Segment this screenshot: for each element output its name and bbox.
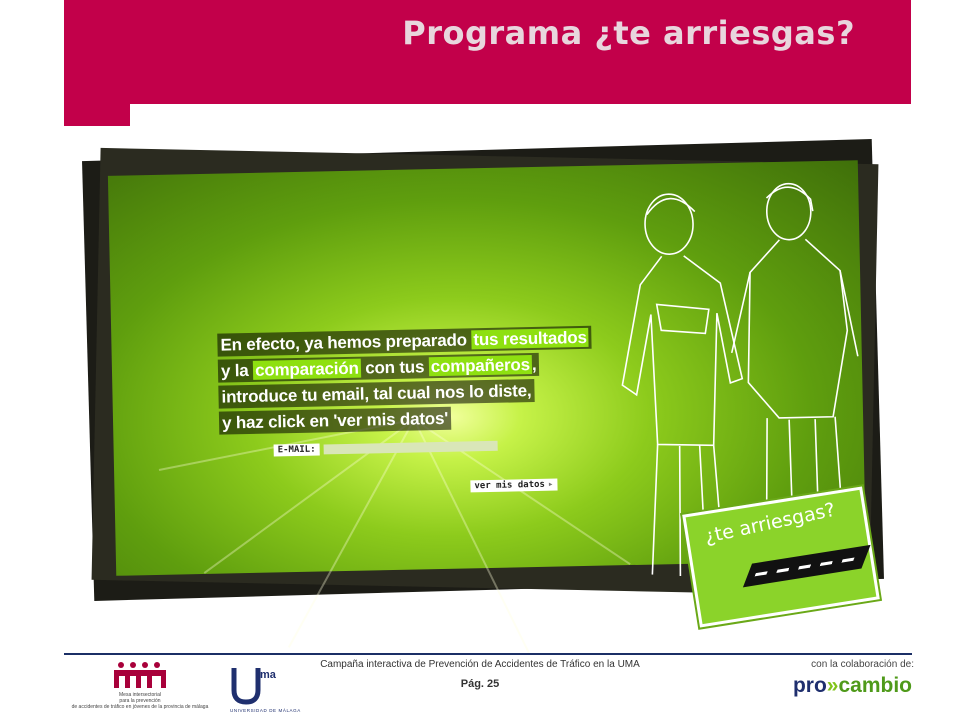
header-band (64, 0, 911, 126)
uma-logo-mark: ma (260, 669, 276, 681)
page-number: Pág. 25 (460, 678, 500, 690)
message-line-3: introduce tu email, tal cual nos lo diste, (218, 379, 534, 409)
message-line-1: En efecto, ya hemos preparado tus resultados (217, 326, 592, 357)
highlight-comparison: comparación (254, 358, 359, 380)
uma-logo-caption: UNIVERSIDAD DE MÁLAGA (230, 708, 301, 713)
ver-mis-datos-button[interactable]: ver mis datos ▸ (470, 479, 557, 493)
campaign-screenshot (70, 128, 890, 606)
mesa-logo-line-1: Mesa intersectorial (119, 692, 161, 698)
message-line-4: y haz click en 'ver mis datos' (219, 407, 451, 435)
mesa-logo-line-2: para la prevención (119, 698, 161, 704)
email-label: E-MAIL: (274, 444, 320, 457)
road-graphic (743, 545, 871, 587)
highlight-companions: compañeros (430, 355, 531, 377)
page-title: Programa ¿te arriesgas? (402, 14, 855, 52)
header-inner-strip (130, 104, 956, 126)
mesa-logo-line-3: de accidentes de tráfico en jóvenes de la provincia de málaga (71, 704, 209, 710)
footer-rule (64, 653, 912, 655)
email-input[interactable] (324, 441, 498, 455)
procambio-logo: pro»cambio (792, 674, 912, 697)
badge-text: ¿te arriesgas? (702, 498, 838, 548)
play-arrow-icon: ▸ (547, 479, 554, 490)
collaboration-label: con la colaboración de: (811, 659, 914, 670)
highlight-results: tus resultados (473, 327, 587, 350)
campaign-footer-title: Campaña interactiva de Prevención de Accidentes de Tráfico en la UMA (320, 659, 640, 670)
message-line-2: y la comparación con tus compañeros, (218, 353, 540, 383)
instructions-text (217, 326, 593, 438)
